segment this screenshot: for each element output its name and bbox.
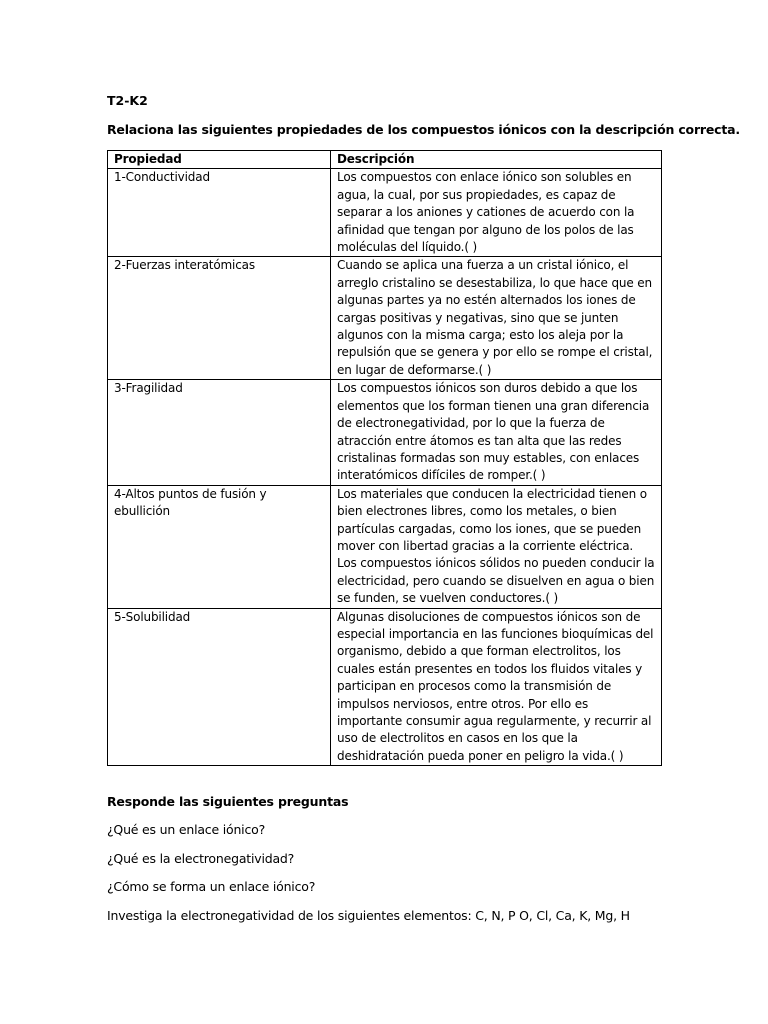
document-code: T2-K2 xyxy=(107,93,148,108)
questions-heading: Responde las siguientes preguntas xyxy=(107,794,349,809)
property-cell: 2-Fuerzas interatómicas xyxy=(108,257,331,380)
property-cell: 5-Solubilidad xyxy=(108,608,331,766)
description-cell: Los compuestos con enlace iónico son solubles en agua, la cual, por sus propiedades, es capaz de separar a los aniones y cationes de acuerdo con la afinidad que tengan por alguno de los polos de las moléculas del líquido.( ) xyxy=(331,169,662,257)
table-header-row xyxy=(108,151,662,169)
description-cell: Los materiales que conducen la electricidad tienen o bien electrones libres, como los metales, o bien partículas cargadas, como los iones, que se pueden mover con libertad gracias a la corriente eléctrica. Los compuestos iónicos sólidos no pueden conducir la electricidad, pero cuando se disuelven en agua o bien se funden, se vuelven conductores.( ) xyxy=(331,485,662,608)
question-item: Investiga la electronegatividad de los siguientes elementos: C, N, P O, Cl, Ca, K, Mg, H xyxy=(107,907,630,923)
table-row xyxy=(108,485,662,608)
properties-table xyxy=(107,150,662,766)
question-item: ¿Qué es un enlace iónico? xyxy=(107,822,266,837)
column-header-description: Descripción xyxy=(331,151,662,169)
description-cell: Los compuestos iónicos son duros debido a que los elementos que los forman tienen una gran diferencia de electronegatividad, por lo que la fuerza de atracción entre átomos es tan alta que las redes cristalinas formadas son muy estables, con enlaces interatómicos difíciles de romper.( ) xyxy=(331,380,662,485)
property-cell: 1-Conductividad xyxy=(108,169,331,257)
question-item: ¿Cómo se forma un enlace iónico? xyxy=(107,879,316,894)
table-row xyxy=(108,169,662,257)
description-cell: Algunas disoluciones de compuestos iónicos son de especial importancia en las funciones bioquímicas del organismo, debido a que forman electrolitos, los cuales están presentes en todos los fluidos vitales y participan en procesos como la transmisión de impulsos nerviosos, entre otros. Por ello es importante consumir agua regularmente, y recurrir al uso de electrolitos en casos en los que la deshidratación pueda poner en peligro la vida.( ) xyxy=(331,608,662,766)
description-cell: Cuando se aplica una fuerza a un cristal iónico, el arreglo cristalino se desestabiliza, lo que hace que en algunas partes ya no estén alternados los iones de cargas positivas y negativas, sino que se junten algunos con la misma carga; esto los aleja por la repulsión que se genera y por ello se rompe el cristal, en lugar de deformarse.( ) xyxy=(331,257,662,380)
table-row xyxy=(108,257,662,380)
property-cell: 4-Altos puntos de fusión y ebullición xyxy=(108,485,331,608)
column-header-property: Propiedad xyxy=(108,151,331,169)
questions-list xyxy=(107,822,707,936)
table-row xyxy=(108,608,662,766)
property-cell: 3-Fragilidad xyxy=(108,380,331,485)
table-row xyxy=(108,380,662,485)
question-item: ¿Qué es la electronegatividad? xyxy=(107,850,295,866)
instruction-text: Relaciona las siguientes propiedades de los compuestos iónicos con la descripción correcta. xyxy=(107,122,740,137)
